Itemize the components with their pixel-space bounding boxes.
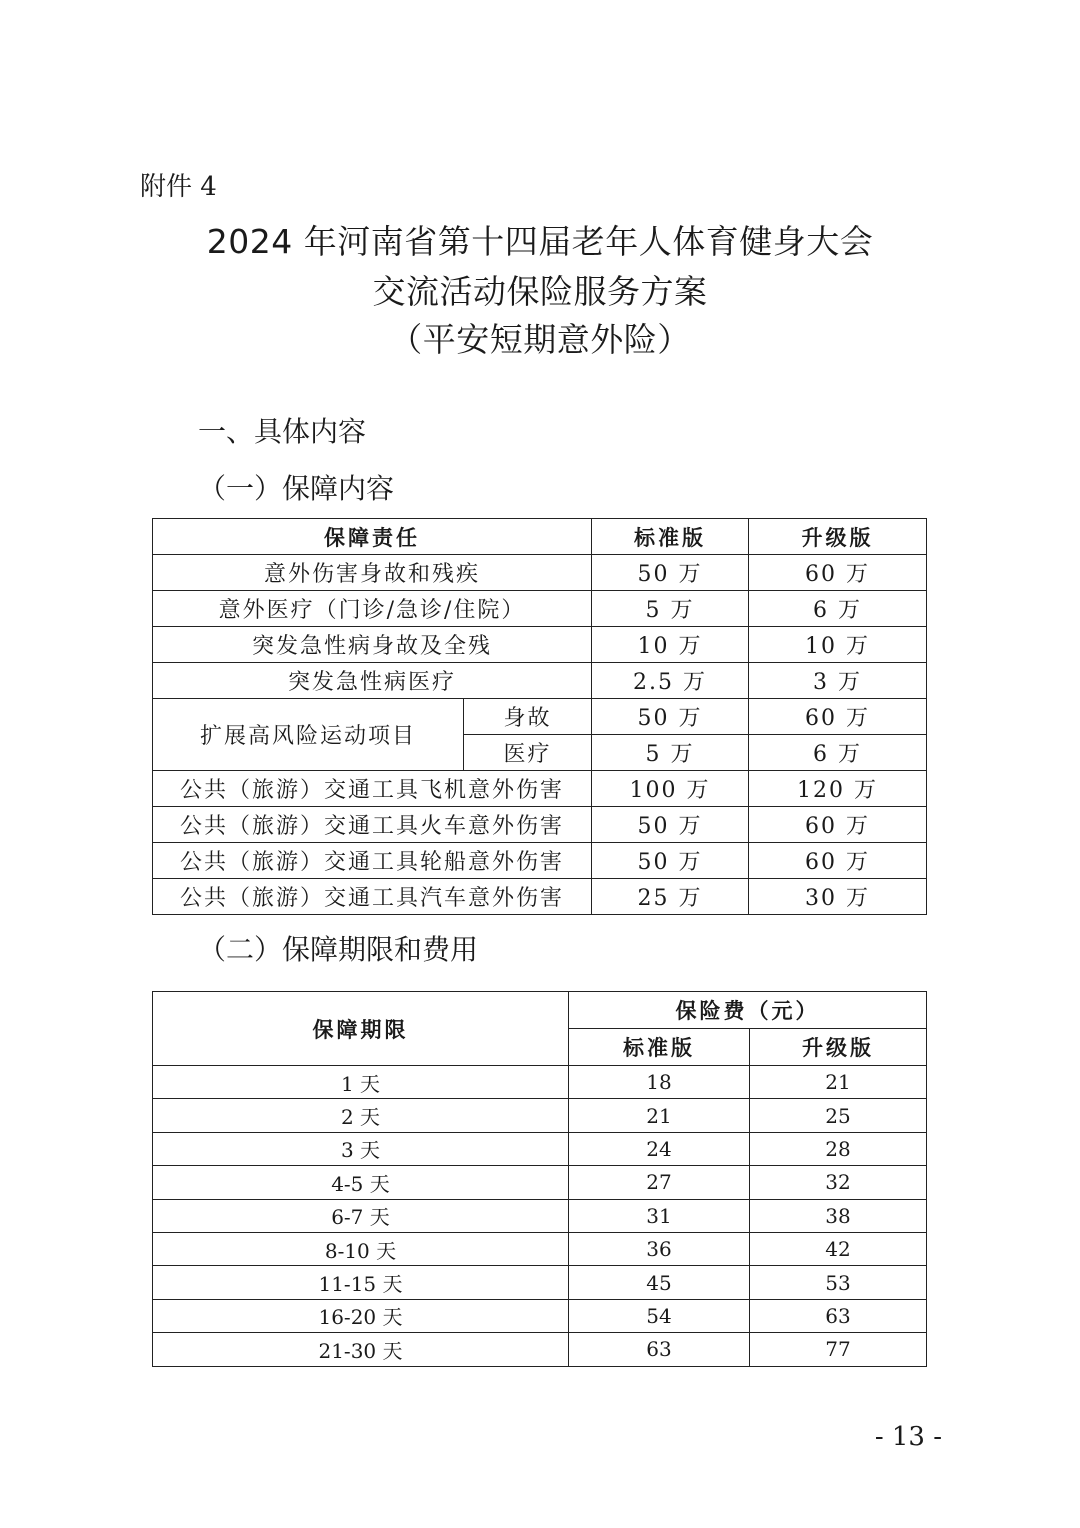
premium-period: 3 天	[153, 1132, 569, 1165]
premium-period: 1 天	[153, 1066, 569, 1099]
coverage-item: 公共（旅游）交通工具火车意外伤害	[153, 807, 592, 843]
table-row	[153, 1166, 927, 1199]
premium-upgraded: 25	[750, 1099, 927, 1132]
coverage-upgraded: 30 万	[749, 879, 927, 915]
premium-standard: 27	[569, 1166, 750, 1199]
coverage-standard: 50 万	[592, 555, 749, 591]
premium-upgraded: 53	[750, 1266, 927, 1299]
premium-standard: 54	[569, 1299, 750, 1332]
coverage-item: 公共（旅游）交通工具飞机意外伤害	[153, 771, 592, 807]
coverage-standard: 50 万	[592, 843, 749, 879]
coverage-header-item: 保障责任	[153, 519, 592, 555]
coverage-header-upgraded: 升级版	[749, 519, 927, 555]
premium-upgraded: 28	[750, 1132, 927, 1165]
coverage-upgraded: 6 万	[749, 591, 927, 627]
table-row	[153, 771, 927, 807]
premium-upgraded: 63	[750, 1299, 927, 1332]
coverage-standard: 2.5 万	[592, 663, 749, 699]
table-row	[153, 879, 927, 915]
premium-standard: 63	[569, 1333, 750, 1366]
table-row	[153, 843, 927, 879]
extended-sub-item: 身故	[464, 699, 592, 735]
table-row	[153, 1099, 927, 1132]
premium-header-standard: 标准版	[569, 1029, 750, 1066]
premium-standard: 31	[569, 1199, 750, 1232]
page-number: - 13 -	[874, 1422, 942, 1452]
document-title-line3: （平安短期意外险）	[389, 320, 691, 359]
premium-header-fee: 保险费（元）	[569, 992, 927, 1029]
premium-upgraded: 32	[750, 1166, 927, 1199]
coverage-standard: 5 万	[592, 591, 749, 627]
premium-upgraded: 77	[750, 1333, 927, 1366]
attachment-label: 附件 4	[140, 172, 217, 202]
extended-sub-item: 医疗	[464, 735, 592, 771]
premium-standard: 18	[569, 1066, 750, 1099]
table-row	[153, 1199, 927, 1232]
premium-header-row	[153, 992, 927, 1029]
premium-header-period: 保障期限	[153, 992, 569, 1066]
coverage-upgraded: 60 万	[749, 699, 927, 735]
section-heading-content: 一、具体内容	[198, 415, 367, 448]
subsection-heading-coverage: （一）保障内容	[198, 472, 395, 505]
coverage-header-row	[153, 519, 927, 555]
table-row	[153, 1299, 927, 1332]
premium-standard: 36	[569, 1232, 750, 1265]
premium-upgraded: 42	[750, 1232, 927, 1265]
coverage-item: 公共（旅游）交通工具轮船意外伤害	[153, 843, 592, 879]
premium-standard: 21	[569, 1099, 750, 1132]
coverage-standard: 50 万	[592, 699, 749, 735]
document-title-line1: 2024 年河南省第十四届老年人体育健身大会	[206, 222, 874, 261]
coverage-standard: 10 万	[592, 627, 749, 663]
coverage-upgraded: 6 万	[749, 735, 927, 771]
premium-header-upgraded: 升级版	[750, 1029, 927, 1066]
table-row	[153, 555, 927, 591]
premium-period: 16-20 天	[153, 1299, 569, 1332]
coverage-item: 意外医疗（门诊/急诊/住院）	[153, 591, 592, 627]
table-row	[153, 1066, 927, 1099]
document-title-line2: 交流活动保险服务方案	[372, 272, 708, 311]
premium-period: 4-5 天	[153, 1166, 569, 1199]
table-row	[153, 699, 927, 735]
table-row	[153, 663, 927, 699]
table-row	[153, 591, 927, 627]
table-row	[153, 1333, 927, 1366]
coverage-header-standard: 标准版	[592, 519, 749, 555]
table-row	[153, 1132, 927, 1165]
table-row	[153, 1266, 927, 1299]
coverage-upgraded: 120 万	[749, 771, 927, 807]
premium-table	[152, 991, 927, 1367]
coverage-item: 突发急性病身故及全残	[153, 627, 592, 663]
coverage-upgraded: 10 万	[749, 627, 927, 663]
premium-upgraded: 38	[750, 1199, 927, 1232]
table-row	[153, 807, 927, 843]
premium-upgraded: 21	[750, 1066, 927, 1099]
premium-period: 2 天	[153, 1099, 569, 1132]
premium-period: 21-30 天	[153, 1333, 569, 1366]
coverage-upgraded: 60 万	[749, 555, 927, 591]
coverage-standard: 50 万	[592, 807, 749, 843]
table-row	[153, 1232, 927, 1265]
coverage-table	[152, 518, 927, 915]
coverage-item: 意外伤害身故和残疾	[153, 555, 592, 591]
premium-period: 11-15 天	[153, 1266, 569, 1299]
premium-standard: 24	[569, 1132, 750, 1165]
premium-period: 6-7 天	[153, 1199, 569, 1232]
coverage-standard: 25 万	[592, 879, 749, 915]
extended-sports-label: 扩展高风险运动项目	[153, 699, 464, 771]
premium-standard: 45	[569, 1266, 750, 1299]
coverage-item: 公共（旅游）交通工具汽车意外伤害	[153, 879, 592, 915]
coverage-upgraded: 60 万	[749, 807, 927, 843]
coverage-standard: 100 万	[592, 771, 749, 807]
subsection-heading-period-fee: （二）保障期限和费用	[198, 933, 479, 966]
coverage-standard: 5 万	[592, 735, 749, 771]
coverage-upgraded: 60 万	[749, 843, 927, 879]
table-row	[153, 627, 927, 663]
coverage-item: 突发急性病医疗	[153, 663, 592, 699]
premium-period: 8-10 天	[153, 1232, 569, 1265]
coverage-upgraded: 3 万	[749, 663, 927, 699]
